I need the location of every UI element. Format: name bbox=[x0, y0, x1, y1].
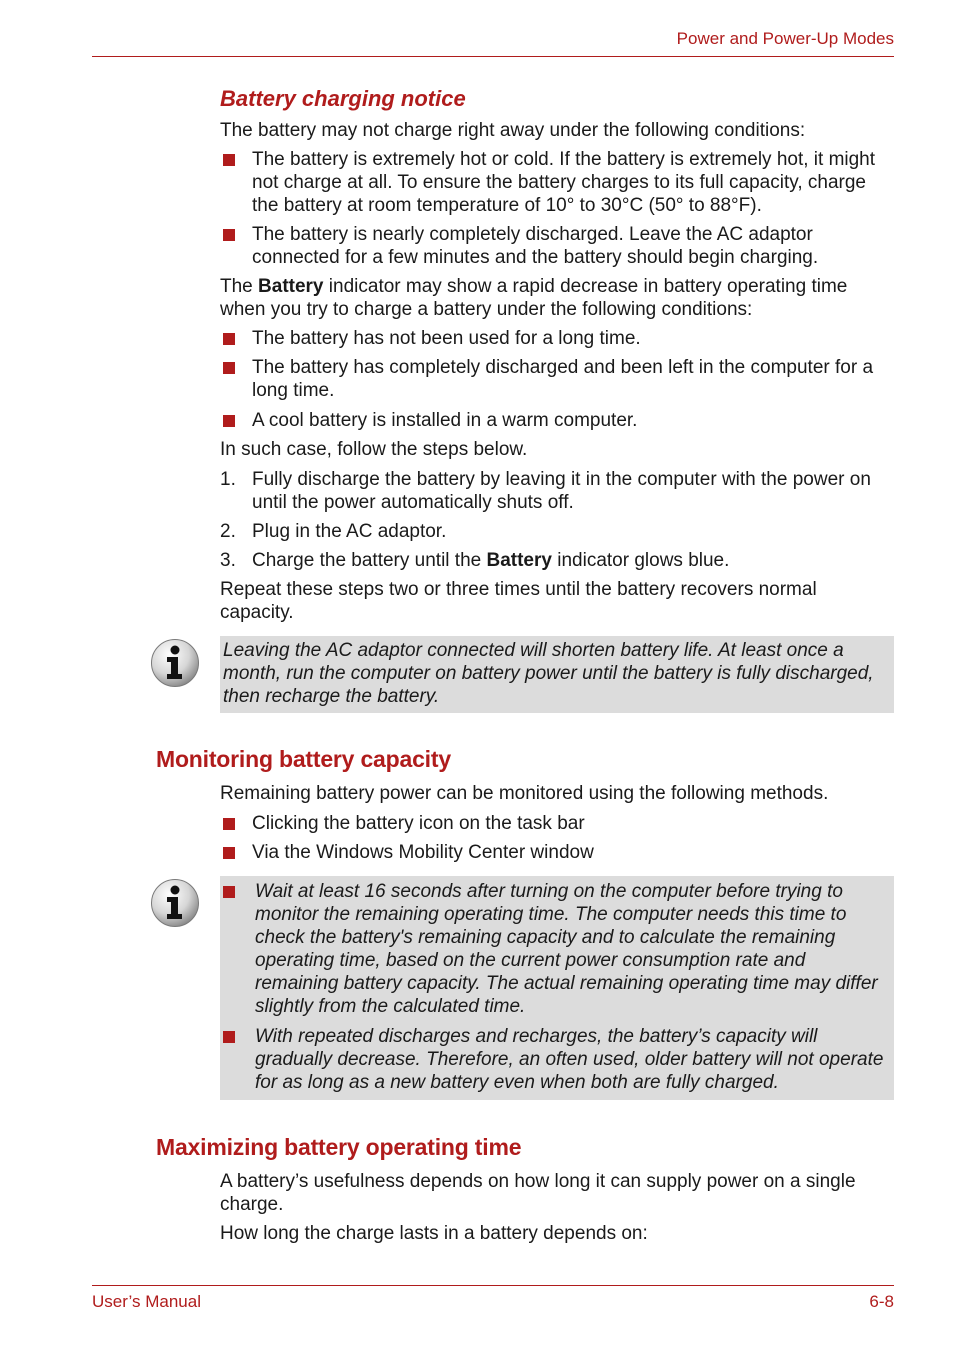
list-item bbox=[220, 327, 894, 350]
repeat-paragraph: Repeat these steps two or three times until the battery recovers normal capacity. bbox=[220, 579, 817, 623]
list-item-text: The battery is nearly completely discharged. Leave the AC adaptor connected for a few minutes and the battery should begin charging. bbox=[252, 224, 819, 268]
note-list-item bbox=[220, 876, 894, 1018]
note-box bbox=[220, 636, 894, 713]
step-number: 1. bbox=[220, 469, 236, 490]
maximizing-paragraph: A battery’s usefulness depends on how long it can supply power on a single charge. bbox=[220, 1171, 856, 1215]
footer-manual-title: User’s Manual bbox=[92, 1292, 201, 1311]
charging-intro: The battery may not charge right away under the following conditions: bbox=[220, 120, 806, 141]
bullet-square-icon bbox=[223, 847, 235, 859]
monitoring-heading: Monitoring battery capacity bbox=[156, 746, 451, 772]
bullet-square-icon bbox=[223, 886, 235, 898]
step-number: 2. bbox=[220, 521, 236, 542]
bullet-square-icon bbox=[223, 154, 235, 166]
info-icon bbox=[150, 638, 200, 688]
list-item bbox=[220, 223, 894, 269]
list-item-text: A cool battery is installed in a warm computer. bbox=[252, 410, 638, 431]
footer-rule bbox=[92, 1285, 894, 1286]
list-item-text: The battery is extremely hot or cold. If the battery is extremely hot, it might not charge at all. To ensure the battery charges to its full capacity, charge the battery at room temperature of 10° to 30°C (50° to 88°F). bbox=[252, 149, 876, 216]
running-header: Power and Power-Up Modes bbox=[676, 29, 894, 48]
list-item-text: The battery has completely discharged and been left in the computer for a long time. bbox=[252, 357, 874, 401]
list-item bbox=[220, 812, 894, 835]
step-text: Fully discharge the battery by leaving it in the computer with the power on until the power automatically shuts off. bbox=[252, 469, 871, 513]
battery-charging-notice-heading: Battery charging notice bbox=[220, 86, 466, 111]
battery-indicator-paragraph: The Battery indicator may show a rapid decrease in battery operating time when you try to charge a battery under the following conditions: bbox=[220, 276, 848, 320]
bullet-square-icon bbox=[223, 415, 235, 427]
note-list-item-text: With repeated discharges and recharges, the battery’s capacity will gradually decrease. Therefore, an often used, older battery will not operate for as long as a new battery even when both are fully charged. bbox=[255, 1026, 884, 1093]
bullet-square-icon bbox=[223, 362, 235, 374]
step-number: 3. bbox=[220, 550, 236, 571]
step-item bbox=[220, 520, 894, 543]
list-item-text: Clicking the battery icon on the task bar bbox=[252, 813, 585, 834]
step-text: Charge the battery until the Battery indicator glows blue. bbox=[252, 550, 730, 571]
header-rule bbox=[92, 56, 894, 57]
step-item bbox=[220, 549, 894, 572]
info-icon bbox=[150, 878, 200, 928]
maximizing-heading: Maximizing battery operating time bbox=[156, 1134, 522, 1160]
list-item-text: The battery has not been used for a long time. bbox=[252, 328, 641, 349]
steps-intro: In such case, follow the steps below. bbox=[220, 439, 528, 460]
bullet-square-icon bbox=[223, 1031, 235, 1043]
bullet-square-icon bbox=[223, 818, 235, 830]
note-text: Leaving the AC adaptor connected will shorten battery life. At least once a month, run the computer on battery power until the battery is fully discharged, then recharge the battery. bbox=[223, 640, 874, 707]
list-item-text: Via the Windows Mobility Center window bbox=[252, 842, 594, 863]
list-item bbox=[220, 356, 894, 402]
note-box bbox=[220, 876, 894, 1100]
list-item bbox=[220, 841, 894, 864]
step-text: Plug in the AC adaptor. bbox=[252, 521, 447, 542]
bullet-square-icon bbox=[223, 333, 235, 345]
page-number: 6-8 bbox=[869, 1292, 894, 1311]
step-item bbox=[220, 468, 894, 514]
bullet-square-icon bbox=[223, 229, 235, 241]
list-item bbox=[220, 409, 894, 432]
note-list-item bbox=[220, 1018, 894, 1094]
maximizing-paragraph: How long the charge lasts in a battery depends on: bbox=[220, 1223, 648, 1244]
list-item bbox=[220, 148, 894, 217]
note-list-item-text: Wait at least 16 seconds after turning on the computer before trying to monitor the remaining operating time. The computer needs this time to check the battery's remaining capacity and to calculate the remaining operating time, based on the current power consumption rate and remaining battery capacity. The actual remaining operating time may differ slightly from the calculated time. bbox=[255, 881, 878, 1017]
monitoring-intro: Remaining battery power can be monitored using the following methods. bbox=[220, 783, 829, 804]
